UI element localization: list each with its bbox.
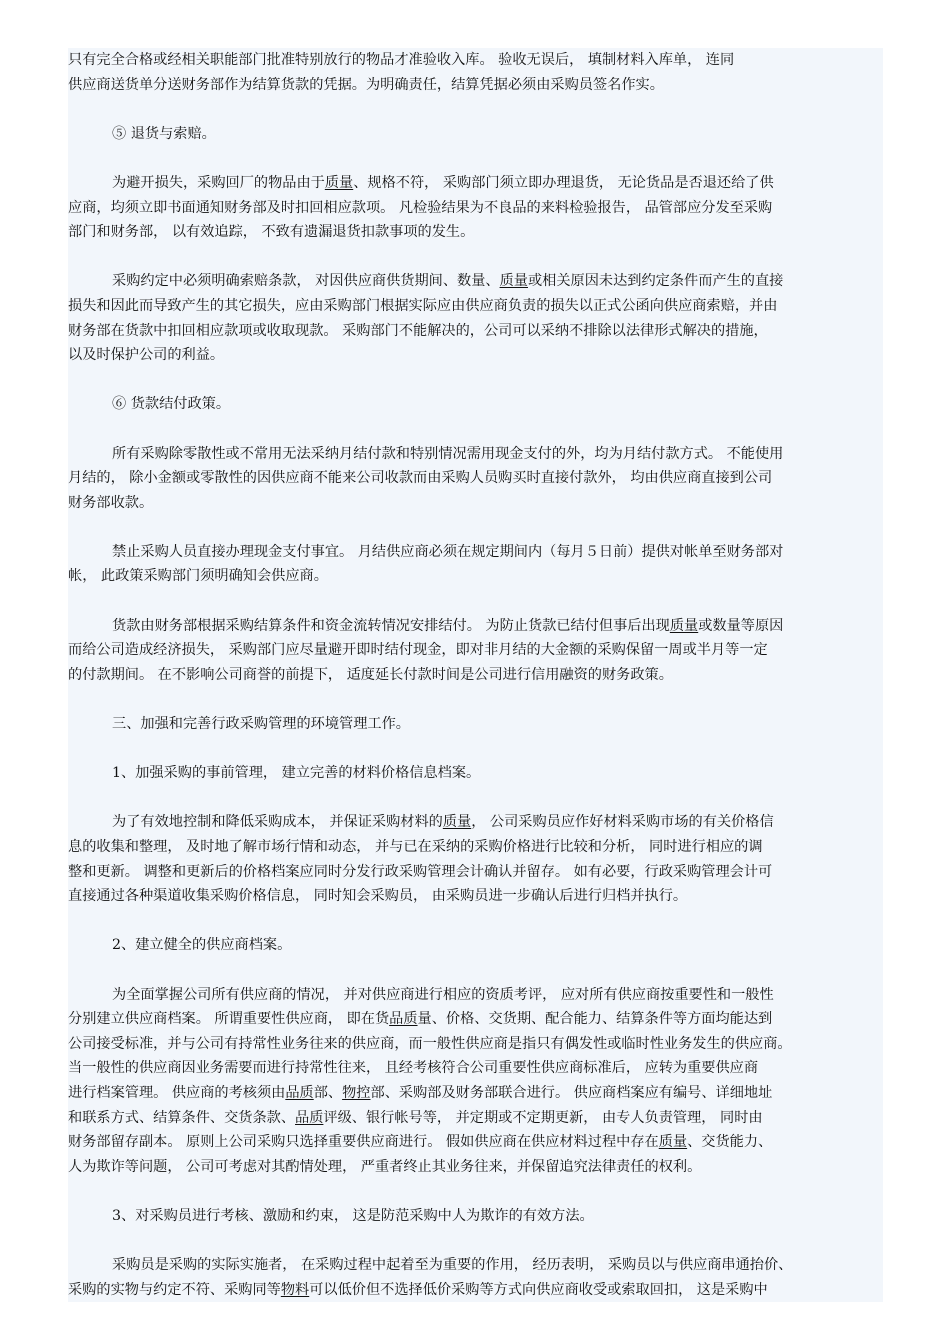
paragraph (68, 810, 883, 908)
text-line: 当一般性的供应商因业务需要而进行持常性往来， 且经考核符合公司重要性供应商标准后， 应转为重要供应商 (68, 1060, 759, 1077)
text-line: 分别建立供应商档案。 所谓重要性供应商， 即在货品质量、价格、交货期、配合能力、结算条件等方面均能达到 (68, 1011, 773, 1028)
text-line: 采购约定中必须明确索赔条款， 对因供应商供货期间、数量、质量或相关原因未达到约定条件而产生的直接 (112, 273, 784, 290)
underlined-term: 品质 (389, 1011, 418, 1028)
text-line: 而给公司造成经济损失， 采购部门应尽量避开即时结付现金，即对非月结的大金额的采购保留一周或半月等一定 (68, 642, 768, 659)
text-line: 为了有效地控制和降低采购成本， 并保证采购材料的质量， 公司采购员应作好材料采购市场的有关价格信 (112, 814, 774, 831)
text-line: 3、对采购员进行考核、激励和约束， 这是防范采购中人为欺诈的有效方法。 (112, 1207, 594, 1224)
underlined-term: 质量 (442, 814, 472, 831)
paragraph (68, 614, 883, 688)
paragraph (68, 442, 883, 516)
paragraph (68, 983, 883, 1180)
text-line: 财务部收款。 (68, 494, 154, 511)
paragraph (68, 712, 883, 737)
text-line: 人为欺诈等问题， 公司可考虑对其酌情处理， 严重者终止其业务往来，并保留追究法律责任的权利。 (68, 1158, 702, 1175)
paragraph-gap (68, 589, 883, 614)
text-line: ⑥ 货款结付政策。 (112, 396, 231, 413)
underlined-term: 质量 (499, 273, 528, 290)
text-line: 所有采购除零散性或不常用无法采纳月结付款和特别情况需用现金支付的外，均为月结付款方式。 不能使用 (112, 445, 784, 462)
text-line: 部门和财务部， 以有效追踪， 不致有遗漏退货扣款事项的发生。 (68, 224, 475, 241)
paragraph (68, 933, 883, 958)
paragraph (68, 1204, 883, 1229)
paragraph-gap (68, 687, 883, 712)
text-line: 和联系方式、结算条件、交货条款、品质评级、银行帐号等， 并定期或不定期更新， 由专人负责管理， 同时由 (68, 1109, 763, 1126)
paragraph (68, 392, 883, 417)
text-line: 为避开损失，采购回厂的物品由于质量、规格不符， 采购部门须立即办理退货， 无论货品是否退还给了供 (112, 174, 774, 191)
paragraph-gap (68, 368, 883, 393)
text-line: 采购员是采购的实际实施者， 在采购过程中起着至为重要的作用， 经历表明， 采购员以与供应商串通抬价、 (112, 1257, 793, 1274)
text-line: ⑤ 退货与索赔。 (112, 125, 216, 142)
paragraph-gap (68, 97, 883, 122)
paragraph-gap (68, 737, 883, 762)
text-line: 三、加强和完善行政采购管理的环境管理工作。 (112, 716, 410, 733)
text-line: 公司接受标准，并与公司有持常性业务往来的供应商，而一般性供应商是指只有偶发性或临时性业务发生的供应商。 (68, 1035, 792, 1052)
text-line: 进行档案管理。 供应商的考核须由品质部、物控部、采购部及财务部联合进行。 供应商档案应有编号、详细地址 (68, 1084, 773, 1101)
paragraph-gap (68, 958, 883, 983)
text-line: 财务部留存副本。 原则上公司采购只选择重要供应商进行。 假如供应商在供应材料过程中存在质量、交货能力、 (68, 1134, 773, 1151)
paragraph-gap (68, 146, 883, 171)
text-line: 2、建立健全的供应商档案。 (112, 937, 292, 954)
text-line: 损失和因此而导致产生的其它损失，应由采购部门根据实际应由供应商负责的损失以正式公函向供应商索赔，并由 (68, 297, 778, 314)
paragraph-gap (68, 1179, 883, 1204)
text-line: 直接通过各种渠道收集采购价格信息， 同时知会采购员， 由采购员进一步确认后进行归档并执行。 (68, 888, 688, 905)
paragraph (68, 761, 883, 786)
text-line: 禁止采购人员直接办理现金支付事宜。 月结供应商必须在规定期间内（每月５日前）提供对帐单至财务部对 (112, 543, 784, 560)
text-line: 的付款期间。 在不影响公司商誉的前提下， 适度延长付款时间是公司进行信用融资的财务政策。 (68, 666, 673, 683)
paragraph (68, 540, 883, 589)
underlined-term: 质量 (669, 617, 699, 634)
text-line: 帐， 此政策采购部门须明确知会供应商。 (68, 568, 328, 585)
paragraph-gap (68, 245, 883, 270)
text-line: 整和更新。 调整和更新后的价格档案应同时分发行政采购管理会计确认并留存。 如有必要，行政采购管理会计可 (68, 863, 773, 880)
underlined-term: 物控 (342, 1084, 371, 1101)
paragraph-gap (68, 909, 883, 934)
text-line: 为全面掌握公司所有供应商的情况， 并对供应商进行相应的资质考评， 应对所有供应商按重要性和一般性 (112, 986, 774, 1003)
text-line: 以及时保护公司的利益。 (68, 347, 225, 364)
paragraph (68, 122, 883, 147)
paragraph-gap (68, 417, 883, 442)
paragraph (68, 269, 883, 367)
underlined-term: 品质 (285, 1084, 314, 1101)
text-line: 1、加强采购的事前管理， 建立完善的材料价格信息档案。 (112, 765, 481, 782)
paragraph (68, 1253, 883, 1302)
document-body (68, 48, 883, 1302)
paragraph-gap (68, 786, 883, 811)
paragraph-gap (68, 1229, 883, 1254)
text-line: 财务部在货款中扣回相应款项或收取现款。 采购部门不能解决的，公司可以采纳不排除以法律形式解决的措施， (68, 322, 768, 339)
paragraph (68, 171, 883, 245)
paragraph-gap (68, 515, 883, 540)
text-line: 采购的实物与约定不符、采购同等物料可以低价但不选择低价采购等方式向供应商收受或索取回扣， 这是采购中 (68, 1281, 768, 1298)
underlined-term: 物料 (280, 1281, 310, 1298)
text-line: 只有完全合格或经相关职能部门批准特别放行的物品才准验收入库。 验收无误后， 填制材料入库单， 连同 (68, 52, 735, 68)
text-line: 月结的， 除小金额或零散性的因供应商不能来公司收款而由采购人员购买时直接付款外， 均由供应商直接到公司 (68, 470, 773, 487)
paragraph (68, 48, 883, 97)
text-line: 应商，均须立即书面通知财务部及时扣回相应款项。 凡检验结果为不良品的来料检验报告， 品管部应分发至采购 (68, 199, 773, 216)
underlined-term: 品质 (295, 1109, 324, 1126)
text-line: 货款由财务部根据采购结算条件和资金流转情况安排结付。 为防止货款已结付但事后出现质量或数量等原因 (112, 617, 784, 634)
text-line: 息的收集和整理， 及时地了解市场行情和动态， 并与已在采纳的采购价格进行比较和分析， 同时进行相应的调 (68, 839, 763, 855)
underlined-term: 质量 (658, 1134, 688, 1151)
underlined-term: 质量 (324, 174, 354, 191)
text-line: 供应商送货单分送财务部作为结算货款的凭据。为明确责任，结算凭据必须由采购员签名作实。 (68, 76, 664, 93)
